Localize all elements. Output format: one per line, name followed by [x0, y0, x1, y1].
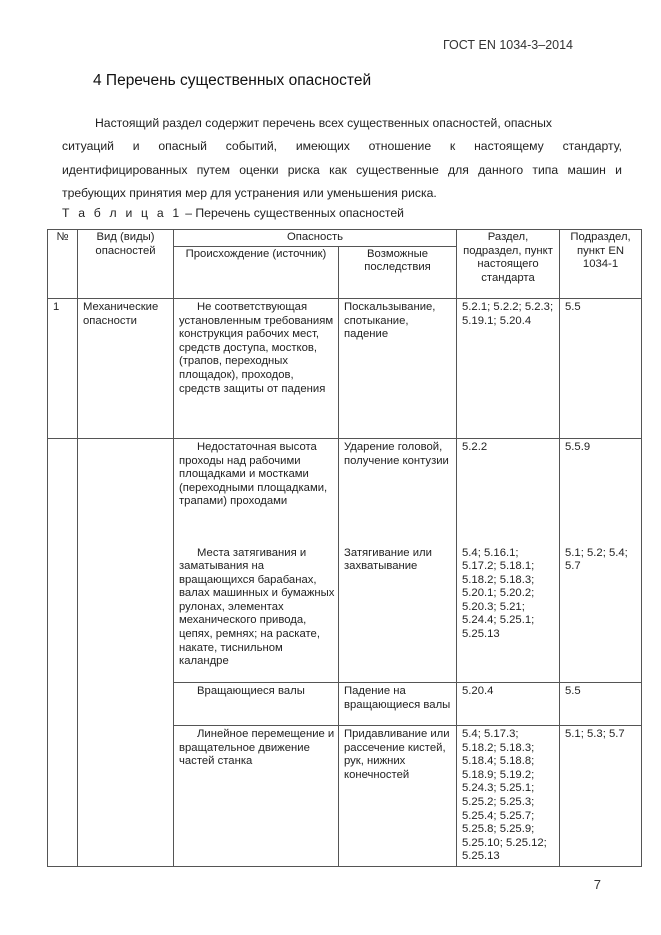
cell-origin: Недостаточная высота проходы над рабочими площадками и мостками (переходными площадками, трапами) проходами: [174, 439, 339, 545]
intro-line: Настоящий раздел содержит перечень всех существенных опасностей, опасных: [95, 116, 552, 130]
intro-line: ситуаций и опасный событий, имеющих отношение к настоящему стандарту,: [62, 139, 622, 154]
header-num: №: [48, 230, 78, 299]
intro-line: идентифицированных путем оценки риска как существенные для данного типа машин и: [62, 162, 622, 177]
cell-clause: 5.20.4: [457, 683, 560, 726]
cell-consequences: Поскальзывание, спотыкание, падение: [339, 299, 457, 439]
header-origin: Происхождение (источник): [174, 246, 339, 298]
cell-clause: 5.2.1; 5.2.2; 5.2.3; 5.19.1; 5.20.4: [457, 299, 560, 439]
intro-line: требующих принятия мер для устранения или уменьшения риска.: [62, 185, 437, 200]
cell-clause: 5.4; 5.16.1; 5.17.2; 5.18.1; 5.18.2; 5.18.3; 5.20.1; 5.20.2; 5.20.3; 5.21; 5.24.4; 5.25.1; 5.25.13: [457, 545, 560, 683]
hazards-table: [47, 229, 642, 867]
table-row: [48, 439, 642, 545]
table-row: [48, 299, 642, 439]
cell-num: [48, 439, 78, 545]
cell-en-clause: 5.5.9: [560, 439, 642, 545]
section-title: 4 Перечень существенных опасностей: [93, 72, 372, 89]
cell-consequences: Падение на вращающиеся валы: [339, 683, 457, 726]
cell-origin: Не соответствующая установленным требованиям конструкция рабочих мест, средств доступа, мостков, (трапов, переходных площадок), проходов, средств защиты от падения: [174, 299, 339, 439]
cell-en-clause: 5.1; 5.2; 5.4; 5.7: [560, 545, 642, 683]
standard-code: ГОСТ EN 1034-3–2014: [442, 38, 573, 52]
table-header-row: [48, 230, 642, 247]
cell-num: [48, 545, 78, 683]
cell-origin: Вращающиеся валы: [174, 683, 339, 726]
cell-consequences: Придавливание или рассечение кистей, рук, нижних конечностей: [339, 726, 457, 867]
table-caption-prefix: Т а б л и ц а 1: [62, 206, 182, 220]
cell-num: [48, 726, 78, 867]
cell-consequences: Ударение головой, получение контузии: [339, 439, 457, 545]
cell-en-clause: 5.5: [560, 299, 642, 439]
header-hazard: Опасность: [174, 230, 457, 247]
cell-kind: [78, 545, 174, 683]
cell-kind: [78, 726, 174, 867]
cell-kind: [78, 683, 174, 726]
cell-clause: 5.4; 5.17.3; 5.18.2; 5.18.3; 5.18.4; 5.18.8; 5.18.9; 5.19.2; 5.24.3; 5.25.1; 5.25.2; 5.25.3; 5.25.4; 5.25.7; 5.25.8; 5.25.9; 5.25.10; 5.25.12; 5.25.13: [457, 726, 560, 867]
cell-consequences: Затягивание или захватывание: [339, 545, 457, 683]
intro-paragraph: [62, 112, 622, 205]
cell-en-clause: 5.5: [560, 683, 642, 726]
cell-clause: 5.2.2: [457, 439, 560, 545]
cell-kind: [78, 439, 174, 545]
header-en-clause: Подраздел, пункт EN 1034-1: [560, 230, 642, 299]
header-kind: Вид (виды) опасностей: [78, 230, 174, 299]
hazards-table-container: [47, 229, 641, 871]
table-caption-text: – Перечень существенных опасностей: [181, 206, 404, 220]
table-row: [48, 683, 642, 726]
cell-en-clause: 5.1; 5.3; 5.7: [560, 726, 642, 867]
header-consequences: Возможные последствия: [339, 246, 457, 298]
page-number: 7: [593, 877, 601, 892]
cell-num: 1: [48, 299, 78, 439]
table-caption: [62, 206, 404, 220]
table-row: [48, 726, 642, 867]
cell-origin: Линейное перемещение и вращательное движение частей станка: [174, 726, 339, 867]
cell-num: [48, 683, 78, 726]
table-row: [48, 545, 642, 683]
cell-kind: Механические опасности: [78, 299, 174, 439]
header-clause: Раздел, подраздел, пункт настоящего стандарта: [457, 230, 560, 299]
cell-origin: Места затягивания и заматывания на вращающихся барабанах, валах машинных и бумажных рулонах, элементах механического привода, цепях, ремнях; на раскате, накате, тиснильном каландре: [174, 545, 339, 683]
